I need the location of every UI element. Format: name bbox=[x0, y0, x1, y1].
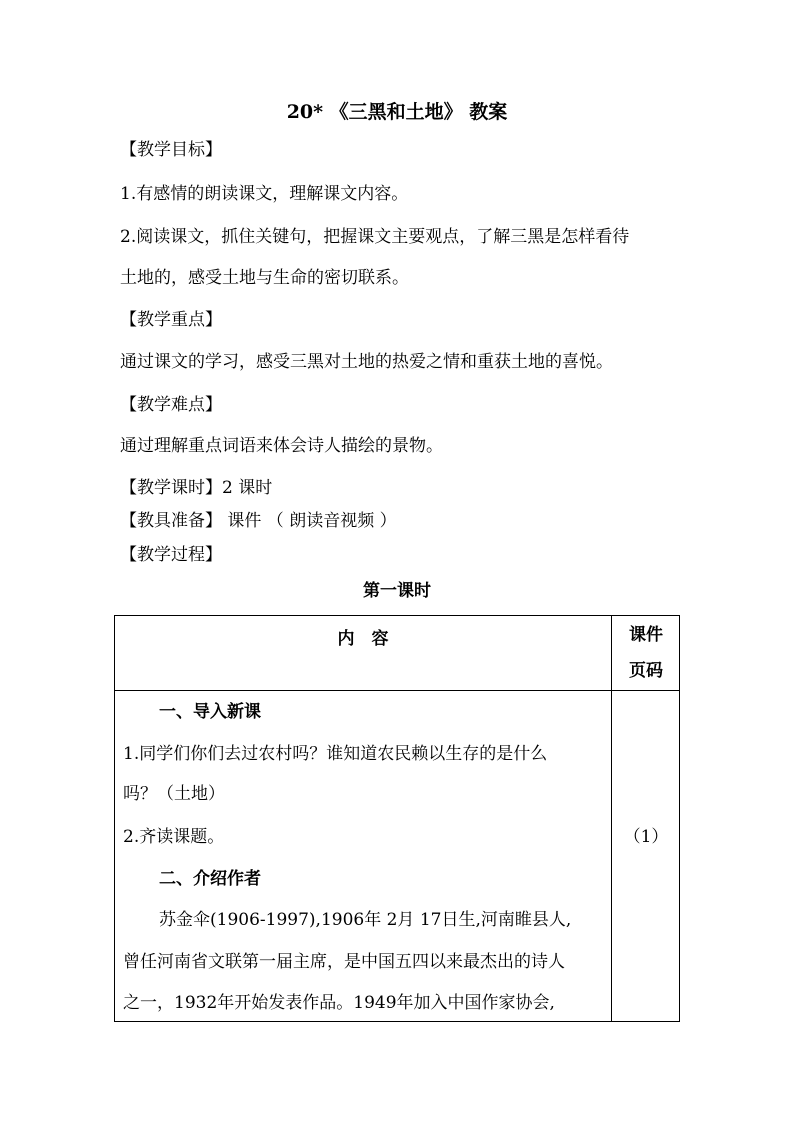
difficulty-text: 通过理解重点词语来体会诗人描绘的景物。 bbox=[120, 436, 443, 456]
header-page-line-2: 页码 bbox=[629, 661, 663, 681]
header-page-line-1: 课件 bbox=[629, 625, 663, 645]
item-1-line-1: 1.同学们你们去过农村吗？谁知道农民赖以生存的是什么 bbox=[123, 744, 548, 764]
page-ref: （1） bbox=[623, 827, 669, 847]
process-heading: 【教学过程】 bbox=[120, 545, 222, 565]
section-2-heading: 二、介绍作者 bbox=[159, 869, 261, 889]
author-line-2: 曾任河南省文联第一届主席，是中国五四以来最杰出的诗人 bbox=[123, 952, 565, 972]
header-divider bbox=[115, 690, 679, 691]
item-1-line-2: 吗？（土地） bbox=[123, 784, 225, 804]
class-hours-line: 【教学课时】2 课时 bbox=[120, 478, 273, 498]
lesson-heading: 第一课时 bbox=[363, 581, 431, 601]
teaching-tools-line: 【教具准备】 课件 （ 朗读音视频 ） bbox=[120, 511, 397, 531]
objectives-heading: 【教学目标】 bbox=[120, 140, 222, 160]
objective-2-line-1: 2.阅读课文，抓住关键句，把握课文主要观点，了解三黑是怎样看待 bbox=[120, 227, 630, 247]
lesson-table bbox=[114, 615, 680, 1022]
key-points-heading: 【教学重点】 bbox=[120, 310, 222, 330]
author-line-1: 苏金伞(1906-1997),1906年 2月 17日生,河南睢县人, bbox=[159, 910, 572, 930]
key-points-text: 通过课文的学习，感受三黑对土地的热爱之情和重获土地的喜悦。 bbox=[120, 352, 613, 372]
section-1-heading: 一、导入新课 bbox=[159, 702, 261, 722]
objective-2-line-2: 土地的，感受土地与生命的密切联系。 bbox=[120, 268, 409, 288]
objective-1: 1.有感情的朗读课文，理解课文内容。 bbox=[120, 184, 409, 204]
author-line-3: 之一，1932年开始发表作品。1949年加入中国作家协会, bbox=[123, 993, 555, 1013]
difficulty-heading: 【教学难点】 bbox=[120, 395, 222, 415]
document-title: 20* 《三黑和土地》 教案 bbox=[286, 101, 508, 123]
header-content: 内 容 bbox=[337, 629, 389, 649]
item-2: 2.齐读课题。 bbox=[123, 827, 225, 847]
header-page-code bbox=[612, 616, 680, 689]
